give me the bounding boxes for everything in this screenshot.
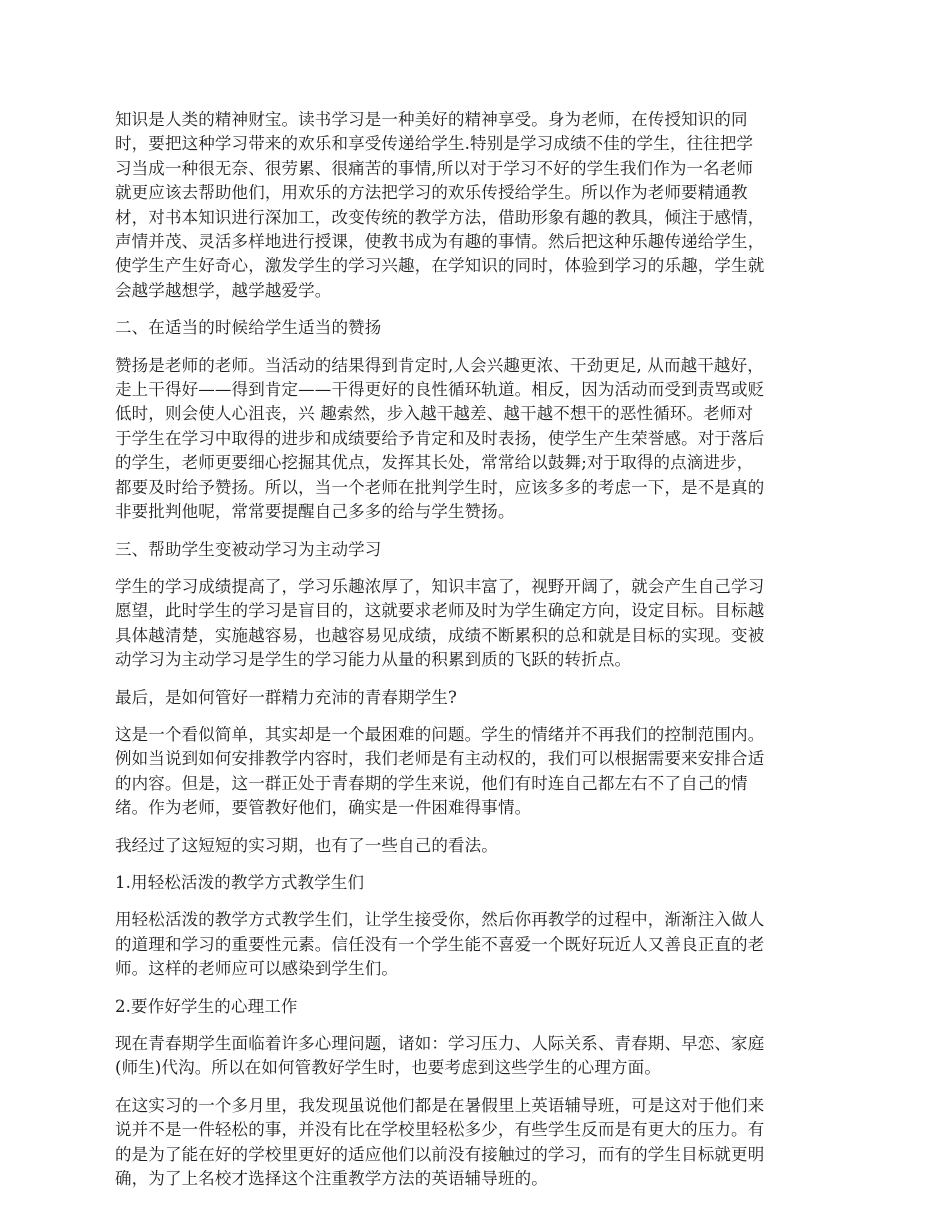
text-line: 具体越清楚，实施越容易，也越容易见成绩，成绩不断累积的总和就是目标的实现。变被 bbox=[115, 625, 765, 645]
paragraph-views bbox=[115, 834, 837, 858]
text-line: 绪。作为老师，要管教好他们，确实是一件困难得事情。 bbox=[115, 798, 532, 818]
paragraph-psychology bbox=[115, 1032, 837, 1081]
text-line: 非要批判他呢，常常要提醒自己多多的给与学生赞扬。 bbox=[115, 502, 515, 522]
text-line: 最后，是如何管好一群精力充沛的青春期学生? bbox=[115, 687, 457, 707]
text-line: 走上干得好——得到肯定——干得更好的良性循环轨道。相反，因为活动而受到责骂或贬 bbox=[115, 380, 765, 400]
text-line: 就更应该去帮助他们，用欢乐的方法把学习的欢乐传授给学生。所以作为老师要精通教 bbox=[115, 183, 748, 203]
text-line: 师。这样的老师应可以感染到学生们。 bbox=[115, 959, 399, 979]
text-line: 学生的学习成绩提高了，学习乐趣浓厚了，知识丰富了，视野开阔了，就会产生自己学习 bbox=[115, 576, 765, 596]
text-line: 于学生在学习中取得的进步和成绩要给予肯定和及时表扬，使学生产生荣誉感。对于落后 bbox=[115, 428, 765, 448]
text-line: 都要及时给予赞扬。所以，当一个老师在批判学生时，应该多多的考虑一下，是不是真的 bbox=[115, 477, 765, 497]
text-line: 习当成一种很无奈、很劳累、很痛苦的事情,所以对于学习不好的学生我们作为一名老师 bbox=[115, 158, 754, 178]
subheading-1 bbox=[115, 871, 837, 895]
paragraph-praise bbox=[115, 354, 837, 525]
text-line: 在这实习的一个多月里，我发现虽说他们都是在暑假里上英语辅导班，可是这对于他们来 bbox=[115, 1095, 765, 1115]
heading-text: 2.要作好学生的心理工作 bbox=[115, 996, 298, 1016]
document-page bbox=[115, 108, 837, 1204]
subheading-2 bbox=[115, 995, 837, 1019]
paragraph-difficult-problem bbox=[115, 723, 837, 821]
section-heading-2 bbox=[115, 316, 837, 340]
text-line: 用轻松活泼的教学方式教学生们，让学生接受你，然后你再教学的过程中，渐渐注入做人 bbox=[115, 910, 765, 930]
paragraph-lively-teaching bbox=[115, 908, 837, 981]
text-line: 愿望，此时学生的学习是盲目的，这就要求老师及时为学生确定方向，设定目标。目标越 bbox=[115, 601, 765, 621]
heading-text: 二、在适当的时候给学生适当的赞扬 bbox=[115, 318, 382, 338]
text-line: 的道理和学习的重要性元素。信任没有一个学生能不喜爱一个既好玩近人又善良正直的老 bbox=[115, 934, 765, 954]
text-line: 例如当说到如何安排教学内容时，我们老师是有主动权的，我们可以根据需要来安排合适 bbox=[115, 749, 765, 769]
text-line: 会越学越想学，越学越爱学。 bbox=[115, 280, 332, 300]
paragraph-active-learning bbox=[115, 575, 837, 673]
text-line: 声情并茂、灵活多样地进行授课，使教书成为有趣的事情。然后把这种乐趣传递给学生， bbox=[115, 232, 765, 252]
text-line: 的内容。但是，这一群正处于青春期的学生来说，他们有时连自己都左右不了自己的情 bbox=[115, 773, 748, 793]
text-line: 时，要把这种学习带来的欢乐和享受传递给学生.特别是学习成绩不佳的学生，往往把学 bbox=[115, 134, 754, 154]
text-line: 这是一个看似简单，其实却是一个最困难的问题。学生的情绪并不再我们的控制范围内。 bbox=[115, 724, 765, 744]
section-heading-3 bbox=[115, 538, 837, 562]
text-line: 说并不是一件轻松的事，并没有比在学校里轻松多少，有些学生反而是有更大的压力。有 bbox=[115, 1120, 765, 1140]
text-line: 赞扬是老师的老师。当活动的结果得到肯定时,人会兴趣更浓、干劲更足, 从而越干越好， bbox=[115, 355, 764, 375]
text-line: 确，为了上名校才选择这个注重教学方法的英语辅导班的。 bbox=[115, 1169, 548, 1189]
text-line: 的学生，老师更要细心挖掘其优点，发挥其长处，常常给以鼓舞;对于取得的点滴进步， bbox=[115, 453, 754, 473]
heading-text: 三、帮助学生变被动学习为主动学习 bbox=[115, 539, 382, 559]
text-line: 的是为了能在好的学校里更好的适应他们以前没有接触过的学习，而有的学生目标就更明 bbox=[115, 1144, 765, 1164]
paragraph-knowledge-joy bbox=[115, 108, 837, 303]
paragraph-finally-question bbox=[115, 686, 837, 710]
text-line: 我经过了这短短的实习期，也有了一些自己的看法。 bbox=[115, 835, 498, 855]
text-line: 知识是人类的精神财宝。读书学习是一种美好的精神享受。身为老师，在传授知识的同 bbox=[115, 110, 748, 129]
text-line: 现在青春期学生面临着许多心理问题，诸如：学习压力、人际关系、青春期、早恋、家庭 bbox=[115, 1034, 765, 1053]
text-line: 低时，则会使人心沮丧，兴 趣索然，步入越干越差、越干越不想干的恶性循环。老师对 bbox=[115, 404, 754, 424]
text-line: 动学习为主动学习是学生的学习能力从量的积累到质的飞跃的转折点。 bbox=[115, 650, 632, 670]
text-line: 材，对书本知识进行深加工，改变传统的教学方法，借助形象有趣的教具，倾注于感情， bbox=[115, 207, 765, 227]
paragraph-internship-month bbox=[115, 1094, 837, 1192]
text-line: 使学生产生好奇心，激发学生的学习兴趣，在学知识的同时，体验到学习的乐趣，学生就 bbox=[115, 256, 765, 276]
text-line: (师生)代沟。所以在如何管教好学生时，也要考虑到这些学生的心理方面。 bbox=[115, 1058, 661, 1078]
heading-text: 1.用轻松活泼的教学方式教学生们 bbox=[115, 872, 365, 892]
